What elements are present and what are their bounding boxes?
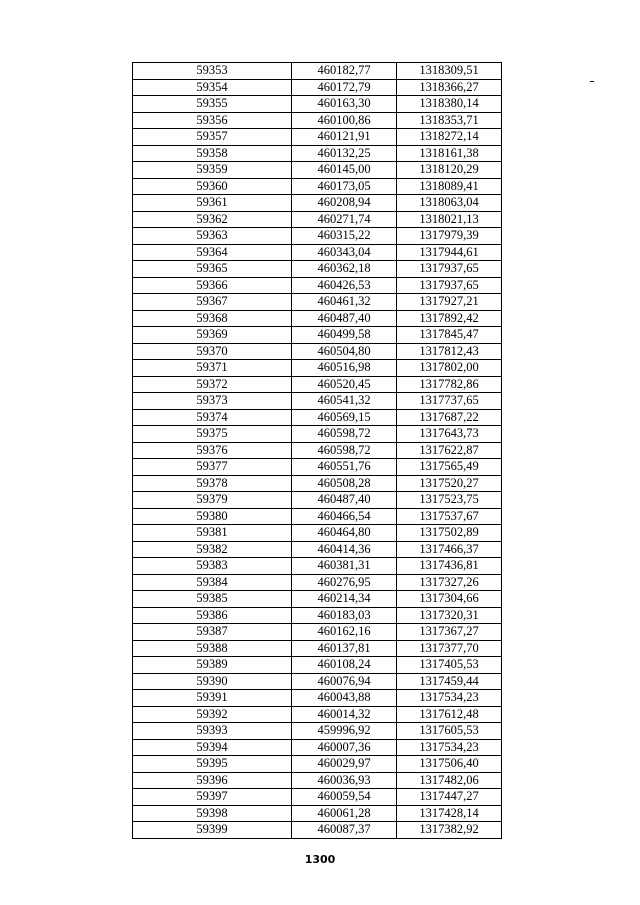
table-row: [133, 459, 502, 476]
point-id-cell: 59359: [133, 162, 292, 179]
x-coordinate-cell: 460343,04: [292, 244, 397, 261]
y-coordinate-cell: 1317537,67: [397, 508, 502, 525]
table-row: [133, 228, 502, 245]
point-id-cell: 59395: [133, 756, 292, 773]
table-row: [133, 772, 502, 789]
x-coordinate-cell: 460059,54: [292, 789, 397, 806]
x-coordinate-cell: 460163,30: [292, 96, 397, 113]
y-coordinate-cell: 1317320,31: [397, 607, 502, 624]
y-coordinate-cell: 1317459,44: [397, 673, 502, 690]
table-row: [133, 508, 502, 525]
table-row: [133, 393, 502, 410]
y-coordinate-cell: 1317405,53: [397, 657, 502, 674]
table-row: [133, 723, 502, 740]
x-coordinate-cell: 460121,91: [292, 129, 397, 146]
x-coordinate-cell: 460487,40: [292, 492, 397, 509]
table-row: [133, 63, 502, 80]
table-row: [133, 607, 502, 624]
table-row: [133, 591, 502, 608]
x-coordinate-cell: 460362,18: [292, 261, 397, 278]
x-coordinate-cell: 460208,94: [292, 195, 397, 212]
table-row: [133, 541, 502, 558]
table-row: [133, 294, 502, 311]
x-coordinate-cell: 460508,28: [292, 475, 397, 492]
x-coordinate-cell: 460036,93: [292, 772, 397, 789]
table-row: [133, 376, 502, 393]
point-id-cell: 59353: [133, 63, 292, 80]
x-coordinate-cell: 460461,32: [292, 294, 397, 311]
table-row: [133, 706, 502, 723]
x-coordinate-cell: 460598,72: [292, 442, 397, 459]
y-coordinate-cell: 1317382,92: [397, 822, 502, 839]
y-coordinate-cell: 1318353,71: [397, 112, 502, 129]
x-coordinate-cell: 460541,32: [292, 393, 397, 410]
x-coordinate-cell: 460499,58: [292, 327, 397, 344]
y-coordinate-cell: 1317466,37: [397, 541, 502, 558]
x-coordinate-cell: 460014,32: [292, 706, 397, 723]
point-id-cell: 59397: [133, 789, 292, 806]
x-coordinate-cell: 460569,15: [292, 409, 397, 426]
point-id-cell: 59360: [133, 178, 292, 195]
table-row: [133, 310, 502, 327]
x-coordinate-cell: 460061,28: [292, 805, 397, 822]
point-id-cell: 59361: [133, 195, 292, 212]
table-row: [133, 261, 502, 278]
point-id-cell: 59363: [133, 228, 292, 245]
y-coordinate-cell: 1318021,13: [397, 211, 502, 228]
table-row: [133, 409, 502, 426]
table-row: [133, 822, 502, 839]
table-row: [133, 690, 502, 707]
y-coordinate-cell: 1317377,70: [397, 640, 502, 657]
table-row: [133, 244, 502, 261]
point-id-cell: 59387: [133, 624, 292, 641]
point-id-cell: 59371: [133, 360, 292, 377]
y-coordinate-cell: 1317944,61: [397, 244, 502, 261]
y-coordinate-cell: 1317927,21: [397, 294, 502, 311]
y-coordinate-cell: 1318272,14: [397, 129, 502, 146]
x-coordinate-cell: 460487,40: [292, 310, 397, 327]
x-coordinate-cell: 460466,54: [292, 508, 397, 525]
y-coordinate-cell: 1317643,73: [397, 426, 502, 443]
point-id-cell: 59375: [133, 426, 292, 443]
x-coordinate-cell: 460504,80: [292, 343, 397, 360]
y-coordinate-cell: 1317892,42: [397, 310, 502, 327]
y-coordinate-cell: 1317428,14: [397, 805, 502, 822]
point-id-cell: 59386: [133, 607, 292, 624]
point-id-cell: 59389: [133, 657, 292, 674]
x-coordinate-cell: 460172,79: [292, 79, 397, 96]
point-id-cell: 59355: [133, 96, 292, 113]
x-coordinate-cell: 460315,22: [292, 228, 397, 245]
x-coordinate-cell: 460214,34: [292, 591, 397, 608]
y-coordinate-cell: 1317482,06: [397, 772, 502, 789]
y-coordinate-cell: 1317612,48: [397, 706, 502, 723]
x-coordinate-cell: 460100,86: [292, 112, 397, 129]
x-coordinate-cell: 460137,81: [292, 640, 397, 657]
table-row: [133, 789, 502, 806]
point-id-cell: 59366: [133, 277, 292, 294]
point-id-cell: 59365: [133, 261, 292, 278]
point-id-cell: 59369: [133, 327, 292, 344]
x-coordinate-cell: 460173,05: [292, 178, 397, 195]
table-row: [133, 129, 502, 146]
table-row: [133, 624, 502, 641]
table-row: [133, 475, 502, 492]
y-coordinate-cell: 1317605,53: [397, 723, 502, 740]
y-coordinate-cell: 1318309,51: [397, 63, 502, 80]
table-row: [133, 178, 502, 195]
y-coordinate-cell: 1317812,43: [397, 343, 502, 360]
table-row: [133, 756, 502, 773]
x-coordinate-cell: 460029,97: [292, 756, 397, 773]
table-row: [133, 360, 502, 377]
table-row: [133, 96, 502, 113]
x-coordinate-cell: 460276,95: [292, 574, 397, 591]
x-coordinate-cell: 460520,45: [292, 376, 397, 393]
table-row: [133, 525, 502, 542]
y-coordinate-cell: 1317979,39: [397, 228, 502, 245]
coordinates-table-body: [133, 63, 502, 839]
table-row: [133, 79, 502, 96]
y-coordinate-cell: 1318063,04: [397, 195, 502, 212]
y-coordinate-cell: 1317782,86: [397, 376, 502, 393]
x-coordinate-cell: 460162,16: [292, 624, 397, 641]
x-coordinate-cell: 460414,36: [292, 541, 397, 558]
y-coordinate-cell: 1317436,81: [397, 558, 502, 575]
point-id-cell: 59376: [133, 442, 292, 459]
table-row: [133, 162, 502, 179]
point-id-cell: 59354: [133, 79, 292, 96]
point-id-cell: 59380: [133, 508, 292, 525]
point-id-cell: 59358: [133, 145, 292, 162]
y-coordinate-cell: 1317534,23: [397, 739, 502, 756]
point-id-cell: 59364: [133, 244, 292, 261]
point-id-cell: 59393: [133, 723, 292, 740]
point-id-cell: 59370: [133, 343, 292, 360]
y-coordinate-cell: 1318161,38: [397, 145, 502, 162]
x-coordinate-cell: 460464,80: [292, 525, 397, 542]
y-coordinate-cell: 1317802,00: [397, 360, 502, 377]
point-id-cell: 59398: [133, 805, 292, 822]
point-id-cell: 59392: [133, 706, 292, 723]
x-coordinate-cell: 460183,03: [292, 607, 397, 624]
y-coordinate-cell: 1317327,26: [397, 574, 502, 591]
table-row: [133, 145, 502, 162]
x-coordinate-cell: 460108,24: [292, 657, 397, 674]
point-id-cell: 59391: [133, 690, 292, 707]
table-row: [133, 805, 502, 822]
table-row: [133, 640, 502, 657]
y-coordinate-cell: 1318366,27: [397, 79, 502, 96]
y-coordinate-cell: 1318380,14: [397, 96, 502, 113]
x-coordinate-cell: 460087,37: [292, 822, 397, 839]
table-row: [133, 673, 502, 690]
x-coordinate-cell: 460598,72: [292, 426, 397, 443]
table-row: [133, 343, 502, 360]
x-coordinate-cell: 460043,88: [292, 690, 397, 707]
x-coordinate-cell: 460426,53: [292, 277, 397, 294]
x-coordinate-cell: 460007,36: [292, 739, 397, 756]
y-coordinate-cell: 1317534,23: [397, 690, 502, 707]
point-id-cell: 59362: [133, 211, 292, 228]
table-row: [133, 277, 502, 294]
table-row: [133, 492, 502, 509]
y-coordinate-cell: 1317447,27: [397, 789, 502, 806]
y-coordinate-cell: 1317565,49: [397, 459, 502, 476]
point-id-cell: 59368: [133, 310, 292, 327]
x-coordinate-cell: 460132,25: [292, 145, 397, 162]
page-number: 1300: [304, 853, 336, 866]
table-row: [133, 657, 502, 674]
y-coordinate-cell: 1317367,27: [397, 624, 502, 641]
table-row: [133, 211, 502, 228]
x-coordinate-cell: 460145,00: [292, 162, 397, 179]
y-coordinate-cell: 1317622,87: [397, 442, 502, 459]
margin-mark: [590, 81, 594, 82]
table-row: [133, 739, 502, 756]
point-id-cell: 59385: [133, 591, 292, 608]
y-coordinate-cell: 1317737,65: [397, 393, 502, 410]
point-id-cell: 59374: [133, 409, 292, 426]
y-coordinate-cell: 1317523,75: [397, 492, 502, 509]
table-row: [133, 112, 502, 129]
point-id-cell: 59396: [133, 772, 292, 789]
point-id-cell: 59394: [133, 739, 292, 756]
table-row: [133, 558, 502, 575]
point-id-cell: 59388: [133, 640, 292, 657]
x-coordinate-cell: 460381,31: [292, 558, 397, 575]
point-id-cell: 59367: [133, 294, 292, 311]
x-coordinate-cell: 460551,76: [292, 459, 397, 476]
point-id-cell: 59382: [133, 541, 292, 558]
point-id-cell: 59356: [133, 112, 292, 129]
point-id-cell: 59372: [133, 376, 292, 393]
point-id-cell: 59381: [133, 525, 292, 542]
point-id-cell: 59373: [133, 393, 292, 410]
point-id-cell: 59383: [133, 558, 292, 575]
point-id-cell: 59357: [133, 129, 292, 146]
x-coordinate-cell: 460182,77: [292, 63, 397, 80]
y-coordinate-cell: 1317506,40: [397, 756, 502, 773]
point-id-cell: 59384: [133, 574, 292, 591]
point-id-cell: 59379: [133, 492, 292, 509]
point-id-cell: 59390: [133, 673, 292, 690]
y-coordinate-cell: 1317937,65: [397, 261, 502, 278]
y-coordinate-cell: 1318120,29: [397, 162, 502, 179]
point-id-cell: 59378: [133, 475, 292, 492]
x-coordinate-cell: 460516,98: [292, 360, 397, 377]
x-coordinate-cell: 459996,92: [292, 723, 397, 740]
point-id-cell: 59399: [133, 822, 292, 839]
y-coordinate-cell: 1317502,89: [397, 525, 502, 542]
table-row: [133, 574, 502, 591]
table-row: [133, 426, 502, 443]
coordinates-table: [132, 62, 502, 839]
x-coordinate-cell: 460076,94: [292, 673, 397, 690]
y-coordinate-cell: 1317937,65: [397, 277, 502, 294]
point-id-cell: 59377: [133, 459, 292, 476]
y-coordinate-cell: 1318089,41: [397, 178, 502, 195]
table-row: [133, 195, 502, 212]
y-coordinate-cell: 1317687,22: [397, 409, 502, 426]
y-coordinate-cell: 1317304,66: [397, 591, 502, 608]
table-row: [133, 327, 502, 344]
y-coordinate-cell: 1317520,27: [397, 475, 502, 492]
y-coordinate-cell: 1317845,47: [397, 327, 502, 344]
x-coordinate-cell: 460271,74: [292, 211, 397, 228]
table-row: [133, 442, 502, 459]
